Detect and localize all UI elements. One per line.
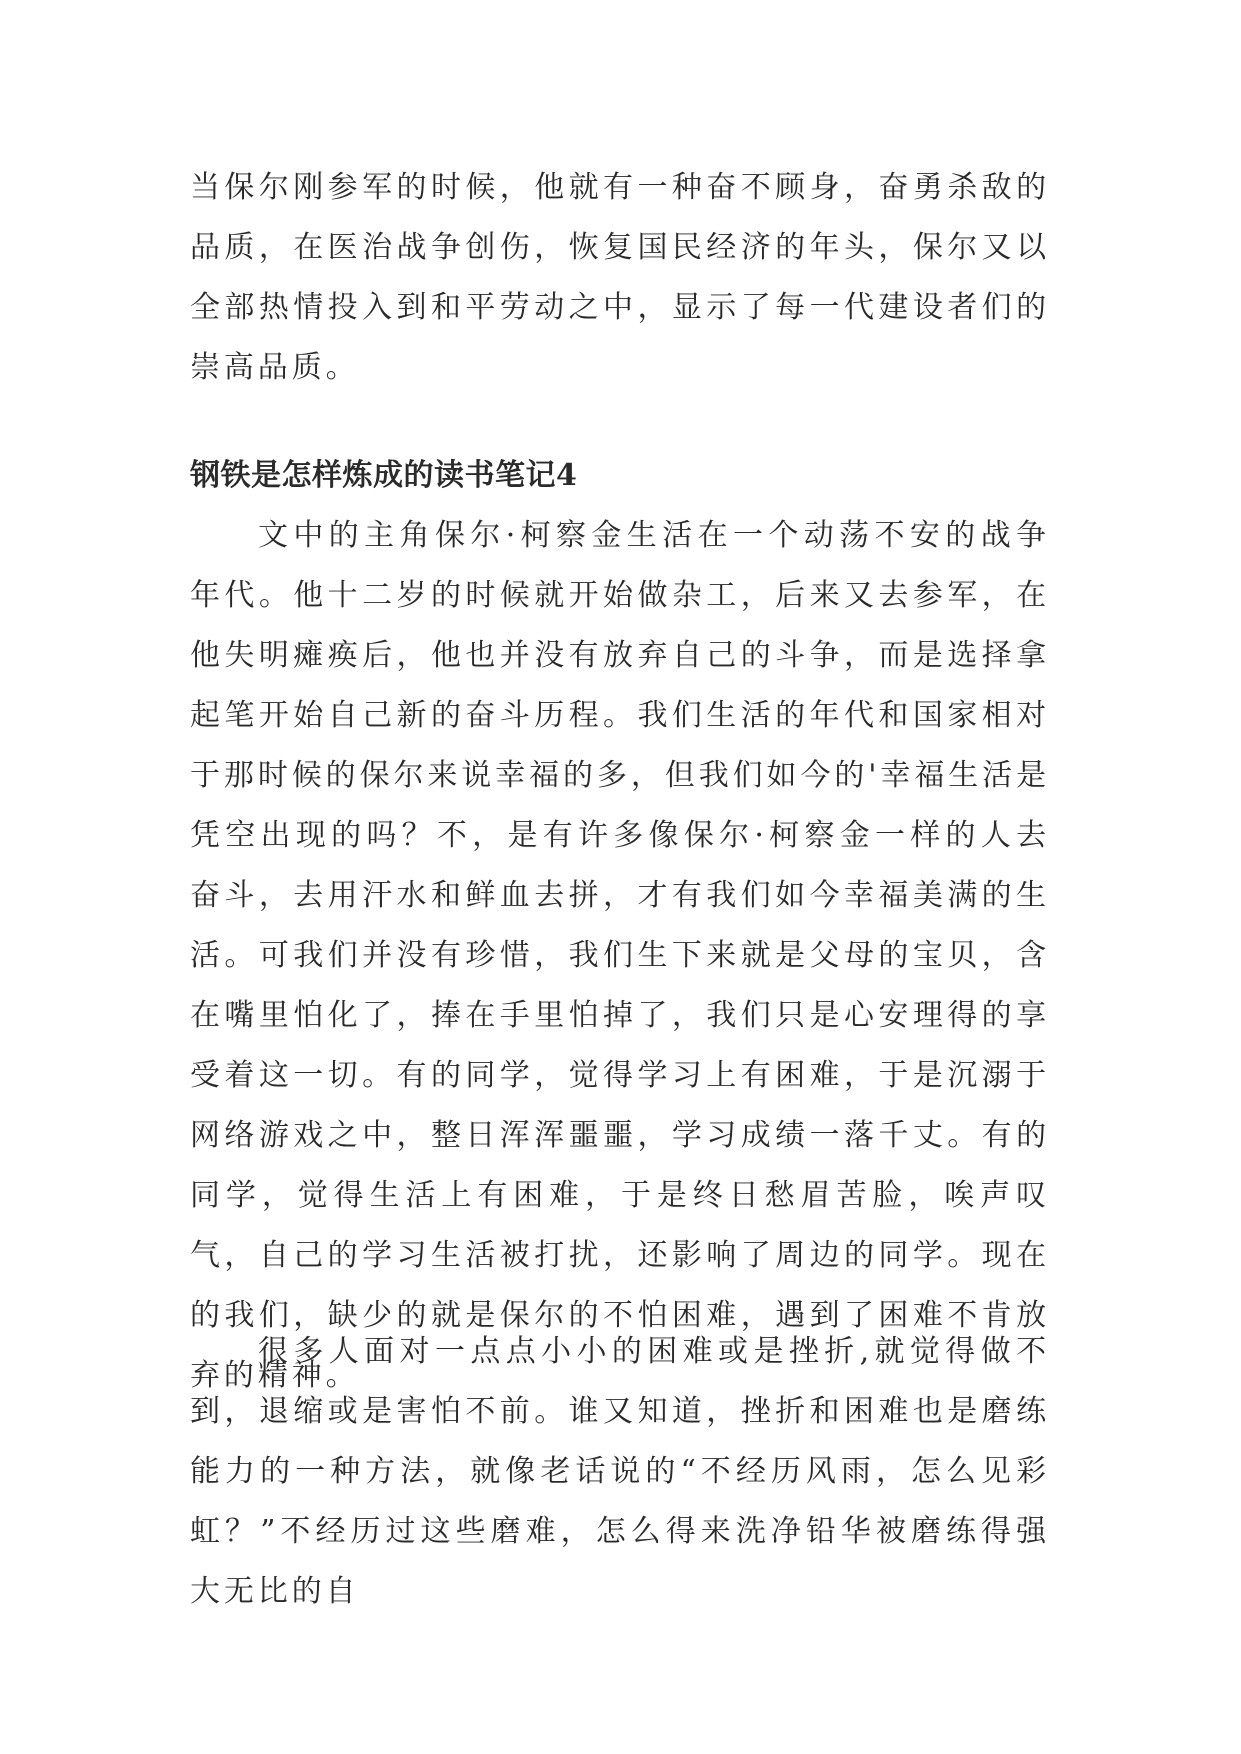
paragraph-3: 很多人面对一点点小小的困难或是挫折,就觉得做不到，退缩或是害怕不前。谁又知道，挫折和困难也是磨练能力的一种方法，就像老话说的“不经历风雨，怎么见彩虹？”不经历过这些磨难，怎么得来洗净铅华被磨练得强大无比的自 — [190, 1334, 1050, 1609]
paragraph-1: 当保尔刚参军的时候，他就有一种奋不顾身，奋勇杀敌的品质，在医治战争创伤，恢复国民经济的年头，保尔又以全部热情投入到和平劳动之中，显示了每一代建设者们的崇高品质。 — [190, 170, 1050, 385]
section-heading: 钢铁是怎样炼成的读书笔记4 — [190, 458, 578, 493]
paragraph-2: 文中的主角保尔·柯察金生活在一个动荡不安的战争年代。他十二岁的时候就开始做杂工，后来又去参军，在他失明瘫痪后，他也并没有放弃自己的斗争，而是选择拿起笔开始自己新的奋斗历程。我们生活的年代和国家相对于那时候的保尔来说幸福的多，但我们如今的'幸福生活是凭空出现的吗？不，是有许多像保尔·柯察金一样的人去奋斗，去用汗水和鲜血去拼，才有我们如今幸福美满的生活。可我们并没有珍惜，我们生下来就是父母的宝贝，含在嘴里怕化了，捧在手里怕掉了，我们只是心安理得的享受着这一切。有的同学，觉得学习上有困难，于是沉溺于网络游戏之中，整日浑浑噩噩，学习成绩一落千丈。有的同学，觉得生活上有困难，于是终日愁眉苦脸，唉声叹气，自己的学习生活被打扰，还影响了周边的同学。现在的我们，缺少的就是保尔的不怕困难，遇到了困难不肯放弃的精神。 — [190, 518, 1050, 1393]
